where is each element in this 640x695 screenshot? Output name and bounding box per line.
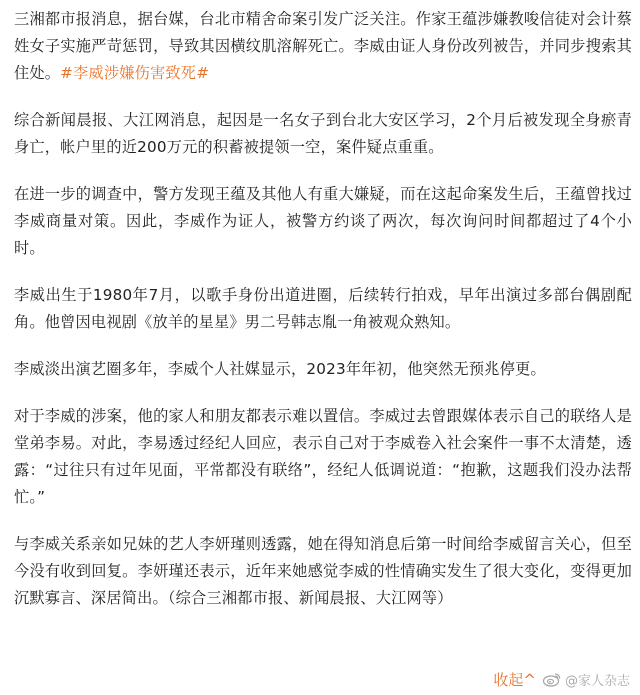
paragraph-4: 李威出生于1980年7月，以歌手身份出道进圈，后续转行拍戏，早年出演过多部台偶剧配角。他曾因电视剧《放羊的星星》男二号韩志胤一角被观众熟知。 [14,286,632,331]
paragraph-7: 与李威关系亲如兄妹的艺人李妍瑾则透露，她在得知消息后第一时间给李威留言关心，但至今没有收到回复。李妍瑾还表示，近年来她感觉李威的性情确实发生了很大变化，变得更加沉默寡言、深居简出。（综合三湘都市报、新闻晨报、大江网等） [14,535,632,607]
hashtag-link[interactable]: #李威涉嫌伤害致死# [60,64,210,82]
weibo-icon [542,671,562,687]
paragraph-6: 对于李威的涉案，他的家人和朋友都表示难以置信。李威过去曾跟媒体表示自己的联络人是堂弟李易。对此，李易透过经纪人回应，表示自己对于李威卷入社会案件一事不太清楚，透露：“过往只有过年见面，平常都没有联络”，经纪人低调说道：“抱歉，这题我们没办法帮忙。” [14,407,632,506]
paragraph-5: 李威淡出演艺圈多年，李威个人社媒显示，2023年年初，他突然无预兆停更。 [14,360,546,378]
collapse-button[interactable] [493,669,536,690]
paragraph-2: 综合新闻晨报、大江网消息，起因是一名女子到台北大安区学习，2个月后被发现全身瘀青身亡，帐户里的近200万元的积蓄被提领一空，案件疑点重重。 [14,111,632,156]
paragraph-3: 在进一步的调查中，警方发现王蕴及其他人有重大嫌疑，而在这起命案发生后，王蕴曾找过李威商量对策。因此，李威作为证人，被警方约谈了两次，每次询问时间都超过了4个小时。 [14,185,632,257]
watermark-text: @家人杂志 [564,673,630,689]
article-body [14,6,632,612]
chevron-up-icon: ^ [523,670,536,689]
footer-row [493,665,630,693]
collapse-label: 收起 [493,670,524,689]
paragraph-1-text: 三湘都市报消息，据台媒，台北市精舍命案引发广泛关注。作家王蕴涉嫌教唆信徒对会计蔡姓女子实施严苛惩罚，导致其因横纹肌溶解死亡。李威由证人身份改列被告，并同步搜索其住处。 [14,10,632,82]
paragraph-1 [14,6,632,87]
watermark [542,670,630,689]
